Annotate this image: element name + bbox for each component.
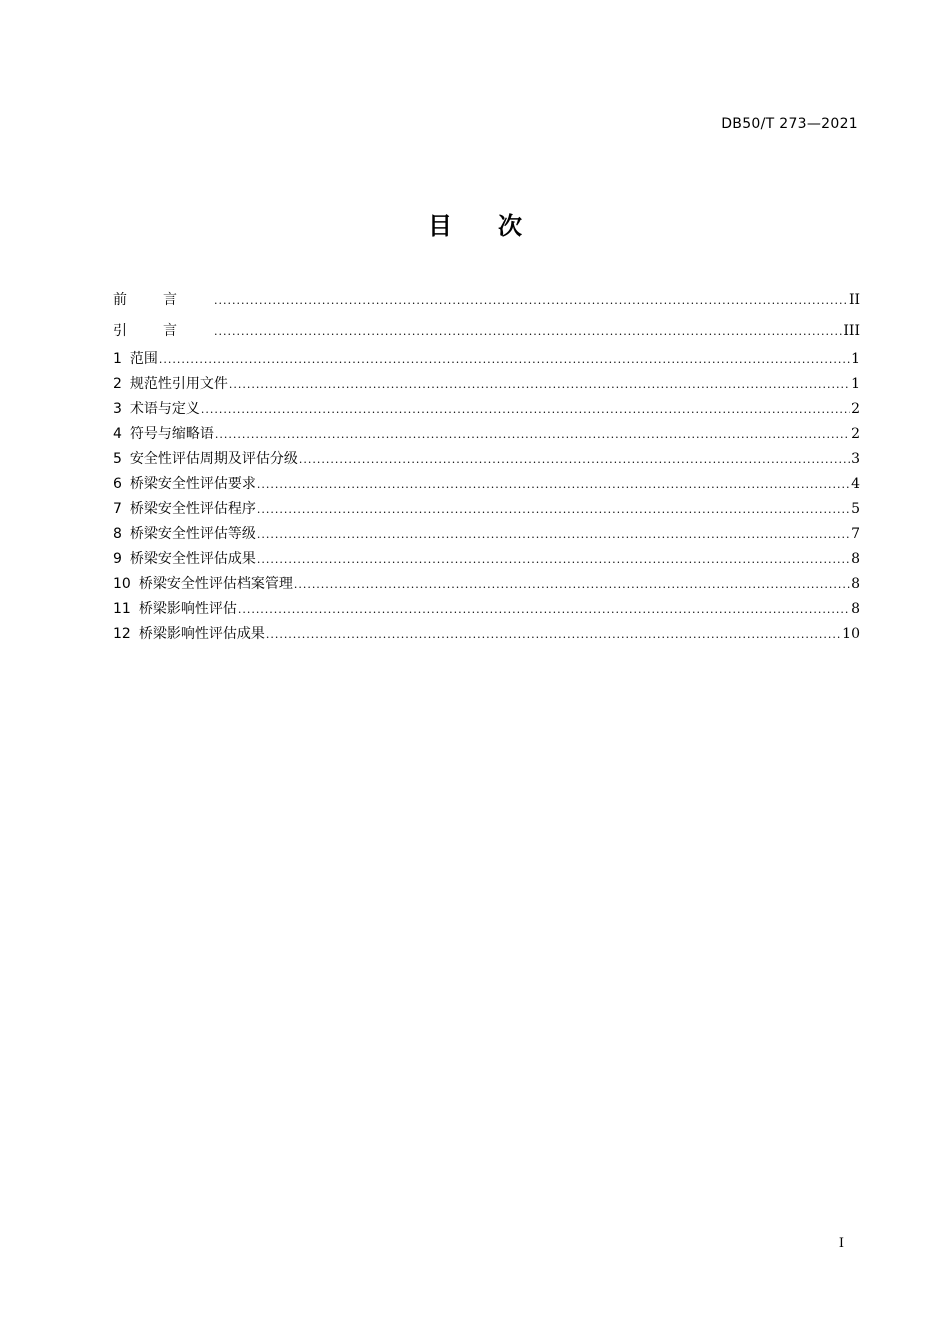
toc-leader-dots xyxy=(257,497,850,522)
toc-entry-label: 桥梁安全性评估档案管理 xyxy=(138,576,293,592)
toc-entry[interactable] xyxy=(113,572,860,597)
toc-entry-title xyxy=(113,472,256,497)
table-of-contents xyxy=(113,285,860,647)
toc-entry-number: 4 xyxy=(113,426,122,442)
toc-entry[interactable] xyxy=(113,522,860,547)
toc-entry[interactable] xyxy=(113,422,860,447)
toc-entry-title xyxy=(113,522,256,547)
toc-entry-number: 6 xyxy=(113,476,122,492)
toc-entry-page: 4 xyxy=(851,476,860,492)
toc-entry-page: 8 xyxy=(851,551,860,567)
toc-entry-label: 桥梁安全性评估要求 xyxy=(129,476,256,492)
toc-leader-dots xyxy=(201,397,850,422)
document-code: DB50/T 273—2021 xyxy=(721,116,858,132)
toc-entry-page: 3 xyxy=(851,451,860,467)
toc-entry-number: 12 xyxy=(113,626,131,642)
toc-entry-page: 7 xyxy=(851,526,860,542)
toc-entry[interactable] xyxy=(113,447,860,472)
toc-entry-number: 1 xyxy=(113,351,122,367)
toc-entry-page: 5 xyxy=(851,501,860,517)
toc-entry[interactable] xyxy=(113,347,860,372)
toc-entry-label: 规范性引用文件 xyxy=(129,376,228,392)
toc-entry[interactable] xyxy=(113,372,860,397)
toc-entry-title xyxy=(113,572,293,597)
toc-entry-page: 10 xyxy=(842,626,860,642)
toc-entry-title xyxy=(113,597,237,622)
toc-entry-number: 2 xyxy=(113,376,122,392)
toc-entry-label: 术语与定义 xyxy=(129,401,200,417)
toc-entry-number: 11 xyxy=(113,601,131,617)
toc-leader-dots xyxy=(238,597,850,622)
toc-entry-label: 引言 xyxy=(113,323,213,339)
toc-entry-label: 桥梁安全性评估等级 xyxy=(129,526,256,542)
toc-leader-dots xyxy=(294,572,850,597)
toc-entry[interactable] xyxy=(113,597,860,622)
toc-entry-label: 桥梁影响性评估 xyxy=(138,601,237,617)
toc-entry-title xyxy=(113,372,228,397)
toc-leader-dots xyxy=(266,622,841,647)
toc-entry[interactable] xyxy=(113,497,860,522)
toc-entry-title xyxy=(113,547,256,572)
toc-entry-number: 7 xyxy=(113,501,122,517)
toc-entry-page: 2 xyxy=(851,426,860,442)
toc-entry-title xyxy=(113,447,298,472)
toc-entry-foreword[interactable] xyxy=(113,285,860,316)
toc-entry-label: 桥梁影响性评估成果 xyxy=(138,626,265,642)
toc-entry-page: 8 xyxy=(851,576,860,592)
toc-entry-page: 8 xyxy=(851,601,860,617)
toc-entry-number: 10 xyxy=(113,576,131,592)
toc-entry-page: II xyxy=(848,292,860,308)
toc-leader-dots xyxy=(214,285,848,316)
toc-entry[interactable] xyxy=(113,547,860,572)
toc-entry-label: 范围 xyxy=(129,351,158,367)
toc-entry-introduction[interactable] xyxy=(113,316,860,347)
toc-entry[interactable] xyxy=(113,622,860,647)
toc-entry-page: 1 xyxy=(851,351,860,367)
toc-entry-number: 3 xyxy=(113,401,122,417)
toc-entry-number: 8 xyxy=(113,526,122,542)
toc-entry-title xyxy=(113,347,158,372)
page-title: 目次 xyxy=(428,212,568,240)
toc-leader-dots xyxy=(257,522,850,547)
toc-entry-title xyxy=(113,422,214,447)
toc-entry-label: 符号与缩略语 xyxy=(129,426,214,442)
toc-leader-dots xyxy=(257,547,850,572)
toc-entry-label: 桥梁安全性评估成果 xyxy=(129,551,256,567)
toc-entry-page: 1 xyxy=(851,376,860,392)
toc-entry[interactable] xyxy=(113,472,860,497)
toc-leader-dots xyxy=(214,316,842,347)
toc-entry[interactable] xyxy=(113,397,860,422)
toc-leader-dots xyxy=(159,347,850,372)
toc-leader-dots xyxy=(299,447,850,472)
toc-entry-title xyxy=(113,622,265,647)
toc-leader-dots xyxy=(257,472,850,497)
toc-entry-label: 桥梁安全性评估程序 xyxy=(129,501,256,517)
toc-entry-number: 5 xyxy=(113,451,122,467)
toc-entry-title xyxy=(113,397,200,422)
toc-entry-title xyxy=(113,497,256,522)
toc-leader-dots xyxy=(215,422,850,447)
toc-entry-label: 前言 xyxy=(113,292,213,308)
toc-entry-page: 2 xyxy=(851,401,860,417)
toc-entry-label: 安全性评估周期及评估分级 xyxy=(129,451,298,467)
page-number: I xyxy=(838,1236,844,1251)
toc-entry-number: 9 xyxy=(113,551,122,567)
toc-entry-page: III xyxy=(843,323,860,339)
toc-leader-dots xyxy=(229,372,850,397)
